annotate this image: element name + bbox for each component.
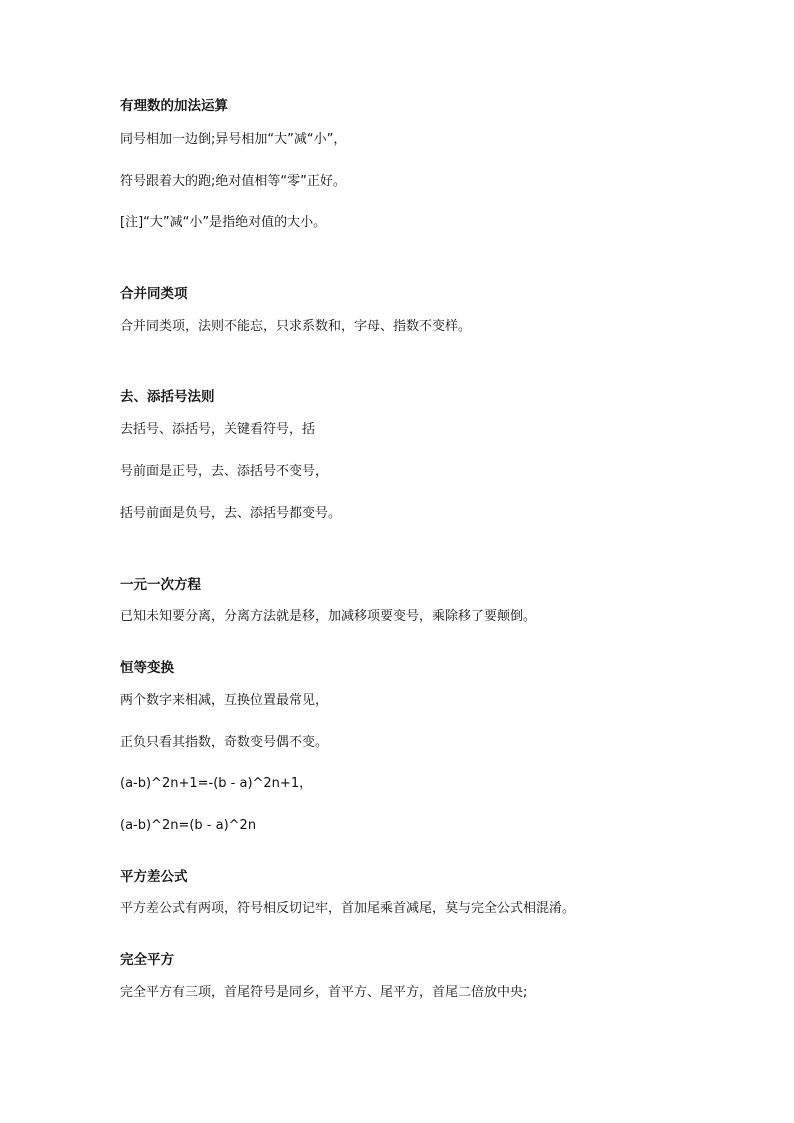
section-heading-identity-transform: 恒等变换 — [120, 660, 174, 676]
section-heading-perfect-square: 完全平方 — [120, 952, 174, 968]
formula-line: (a-b)^2n=(b - a)^2n — [120, 818, 257, 833]
section-heading-linear-equation: 一元一次方程 — [120, 577, 201, 593]
paragraph-line: 完全平方有三项，首尾符号是同乡，首平方、尾平方，首尾二倍放中央; — [120, 985, 528, 1000]
paragraph-line: 同号相加一边倒;异号相加“大”减“小”， — [120, 132, 347, 147]
paragraph-line: 符号跟着大的跑;绝对值相等“零”正好。 — [120, 174, 346, 189]
paragraph-line: 合并同类项，法则不能忘，只求系数和，字母、指数不变样。 — [120, 319, 472, 334]
section-heading-combine-like-terms: 合并同类项 — [120, 286, 188, 302]
section-heading-rational-addition: 有理数的加法运算 — [120, 98, 228, 114]
paragraph-line: 正负只看其指数，奇数变号偶不变。 — [120, 735, 329, 750]
paragraph-line: 括号前面是负号，去、添括号都变号。 — [120, 506, 342, 521]
paragraph-line: 去括号、添括号，关键看符号，括 — [120, 422, 316, 437]
paragraph-line: 两个数字来相减，互换位置最常见， — [120, 693, 329, 708]
paragraph-line: [注]“大”减“小”是指绝对值的大小。 — [120, 215, 327, 230]
paragraph-line: 已知未知要分离，分离方法就是移，加减移项要变号，乘除移了要颠倒。 — [120, 609, 537, 624]
paragraph-line: 平方差公式有两项，符号相反切记牢，首加尾乘首减尾，莫与完全公式相混淆。 — [120, 901, 576, 916]
section-heading-brackets-rule: 去、添括号法则 — [120, 389, 215, 405]
paragraph-line: 号前面是正号，去、添括号不变号， — [120, 464, 329, 479]
section-heading-difference-of-squares: 平方差公式 — [120, 869, 188, 885]
formula-line: (a-b)^2n+1=-(b - a)^2n+1， — [120, 776, 313, 791]
